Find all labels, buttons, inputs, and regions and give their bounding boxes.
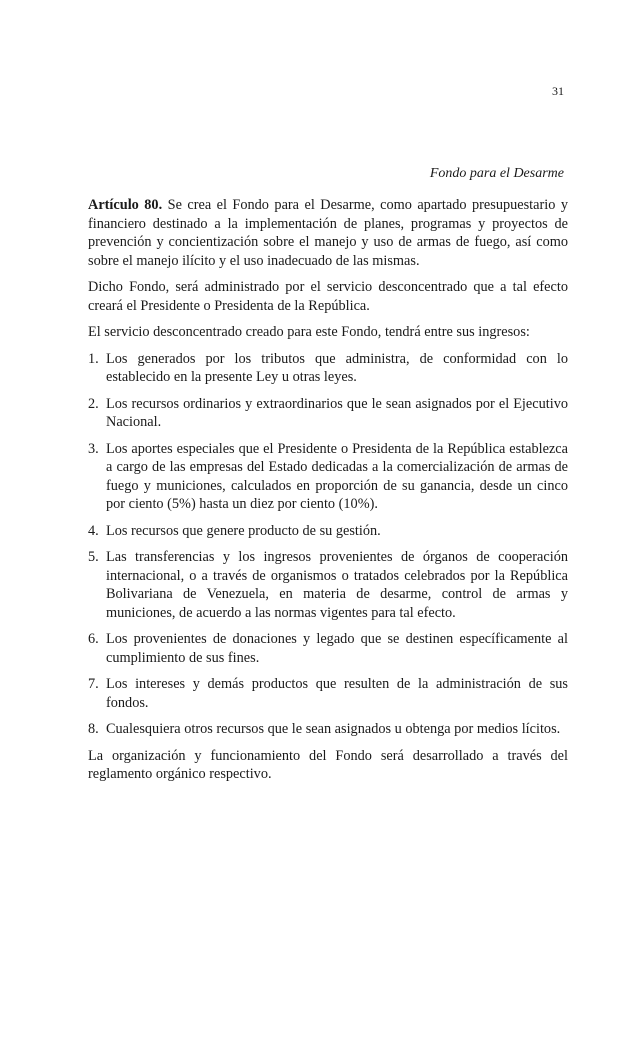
list-item-text: Las transferencias y los ingresos provenientes de órganos de cooperación internacional, o a través de organismos o tratados celebrados por la República Bolivariana de Venezuela, en materia de desarme, control de armas y municiones, de acuerdo a las normas vigentes para tal efecto. — [106, 549, 568, 621]
article-text: Se crea el Fondo para el Desarme, como apartado presupuestario y financiero destinado a la implementación de planes, programas y proyectos de prevención y concientización sobre el manejo y uso de armas de fuego, así como sobre el manejo ilícito y el uso inadecuado de las mismas. — [88, 197, 568, 269]
list-item-number: 4. — [88, 522, 99, 539]
list-item — [88, 548, 568, 622]
list-item-text: Los intereses y demás productos que resulten de la administración de sus fondos. — [106, 676, 568, 711]
paragraph-administration: Dicho Fondo, será administrado por el servicio desconcentrado que a tal efecto creará el Presidente o Presidenta de la República. — [88, 279, 568, 314]
paragraph-income-intro: El servicio desconcentrado creado para este Fondo, tendrá entre sus ingresos: — [88, 324, 530, 340]
list-item-number: 3. — [88, 440, 99, 457]
list-item-text: Los recursos ordinarios y extraordinarios que le sean asignados por el Ejecutivo Nacional. — [106, 395, 568, 430]
list-item — [88, 440, 568, 514]
list-item-number: 6. — [88, 631, 99, 647]
list-item-number: 7. — [88, 676, 99, 692]
page-number: 31 — [552, 84, 564, 98]
list-item — [88, 522, 568, 541]
list-item-text: Los aportes especiales que el Presidente o Presidenta de la República establezca a cargo de las empresas del Estado dedicadas a la comercialización de armas de fuego y municiones, calculados en proporción de su ganancia, desde un cinco por ciento (5%) hasta un diez por ciento (10%). — [106, 440, 568, 512]
article-paragraph — [88, 196, 568, 270]
list-item-number: 5. — [88, 549, 99, 565]
list-item — [88, 630, 568, 667]
list-item — [88, 720, 568, 739]
list-item — [88, 675, 568, 712]
list-item-number: 2. — [88, 395, 99, 412]
list-item-text: Los generados por los tributos que administra, de conformidad con lo establecido en la presente Ley u otras leyes. — [106, 350, 568, 385]
list-item-text: Cualesquiera otros recursos que le sean asignados u obtenga por medios lícitos. — [106, 721, 561, 737]
section-title: Fondo para el Desarme — [429, 166, 564, 181]
list-item-number: 8. — [88, 721, 99, 737]
list-item-text: Los provenientes de donaciones y legado que se destinen específicamente al cumplimiento de sus fines. — [106, 631, 568, 666]
income-list — [88, 350, 568, 739]
article-label: Artículo 80. — [88, 197, 163, 213]
document-body — [88, 196, 568, 792]
list-item-text: Los recursos que genere producto de su gestión. — [106, 522, 381, 539]
closing-paragraph: La organización y funcionamiento del Fondo será desarrollado a través del reglamento orgánico respectivo. — [88, 747, 568, 782]
list-item — [88, 350, 568, 387]
list-item-number: 1. — [88, 350, 99, 367]
list-item — [88, 395, 568, 432]
